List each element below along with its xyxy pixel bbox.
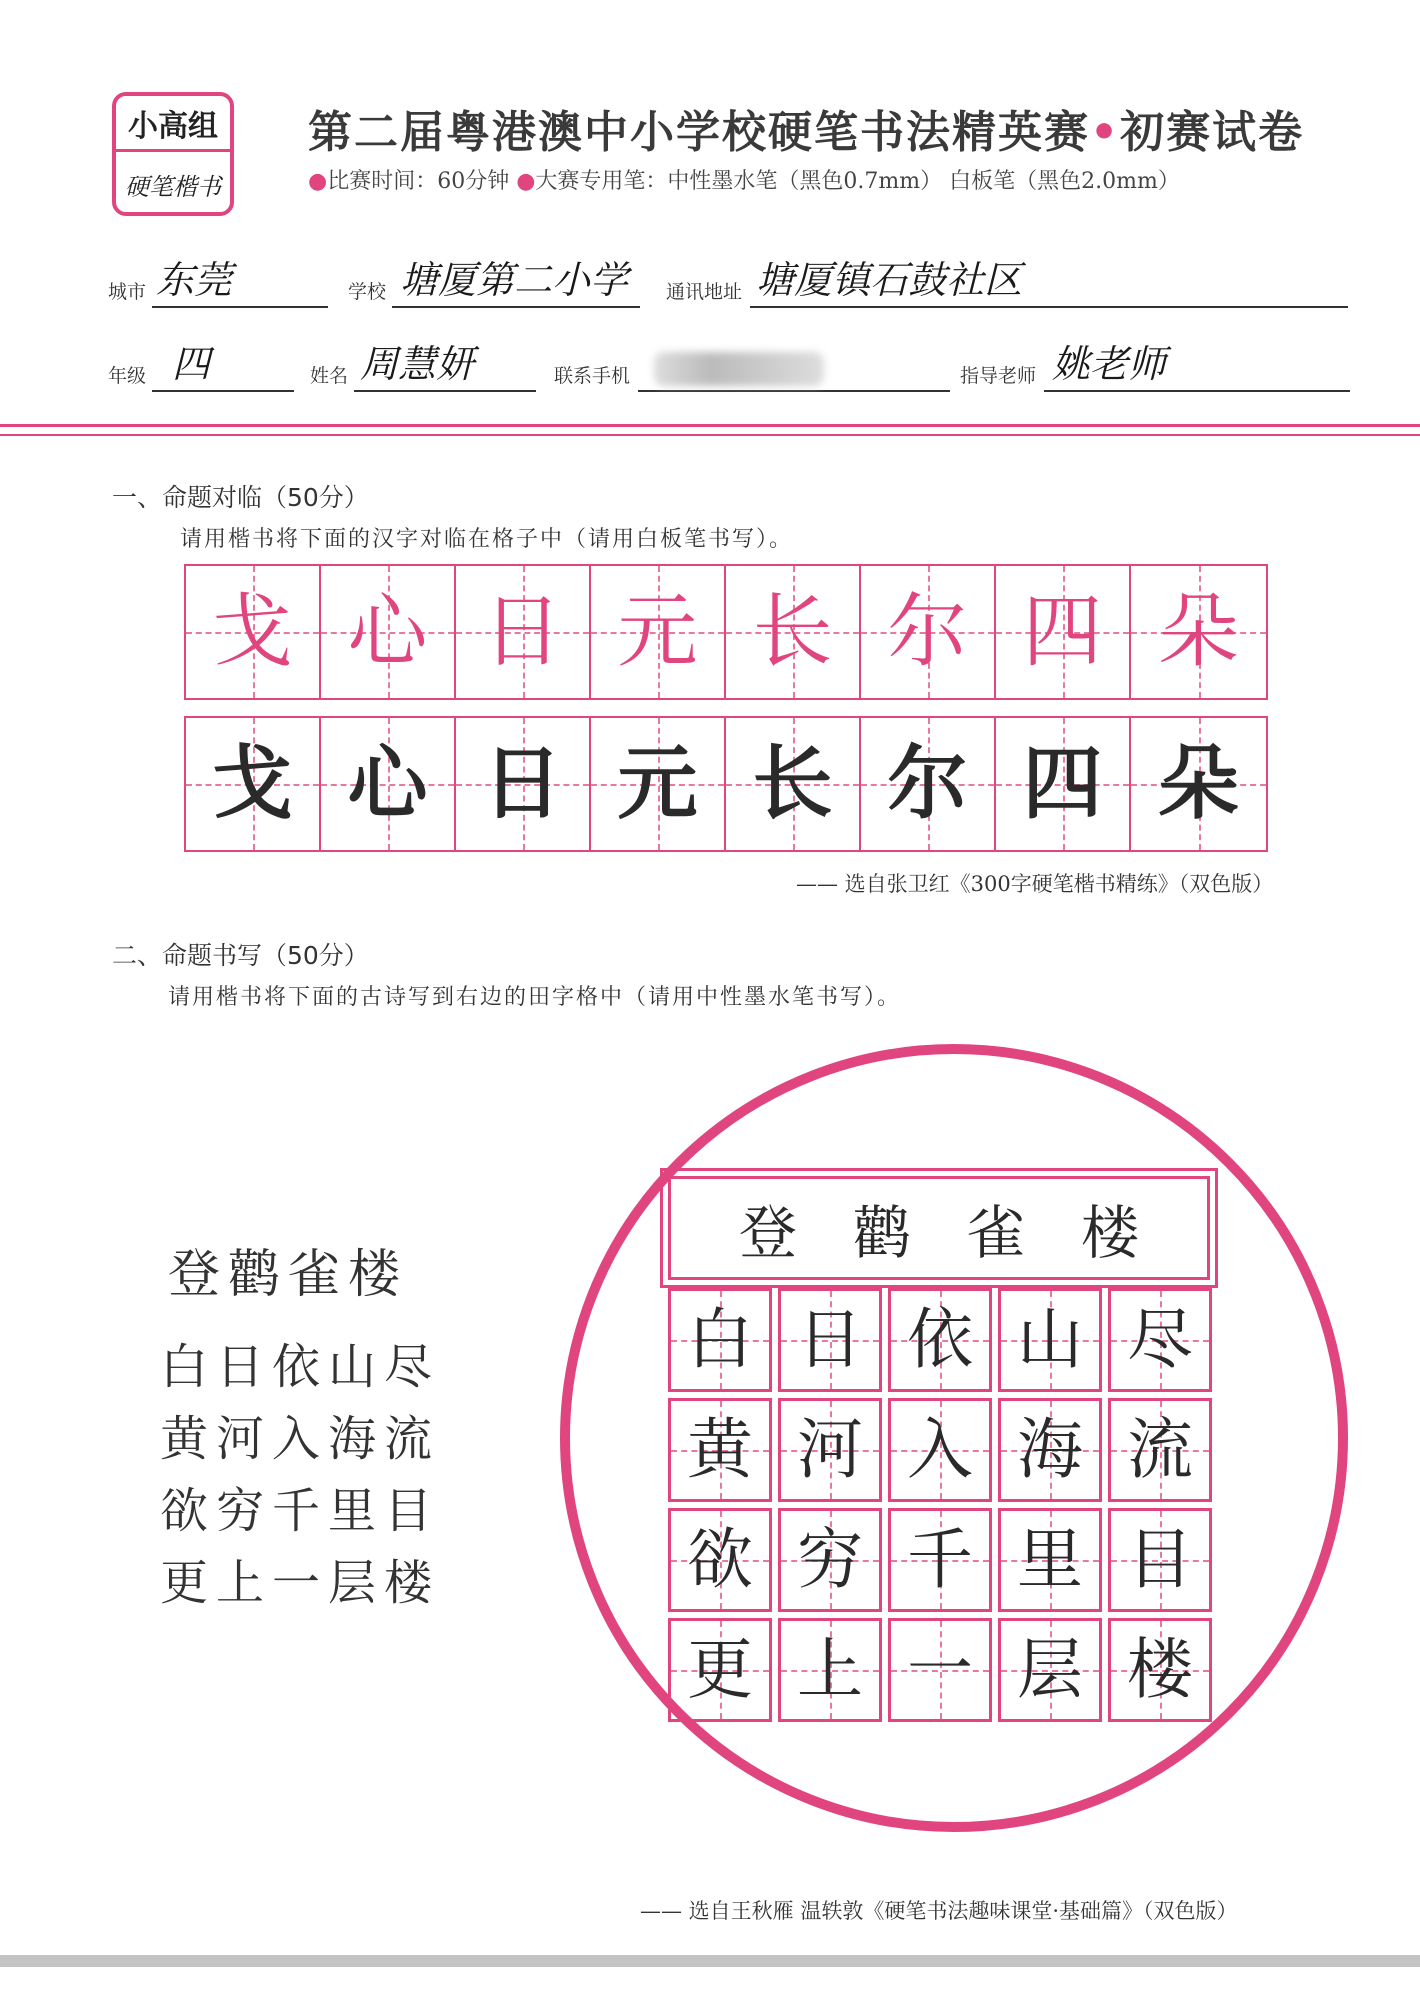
info-bullet-icon: ● [516,169,536,194]
written-char: 目 [1127,1521,1193,1598]
address-label: 通讯地址 [666,281,743,303]
tian-grid-cell [778,1398,882,1502]
tian-grid-cell [998,1508,1102,1612]
written-char: 白 [687,1301,753,1378]
teacher-label: 指导老师 [960,365,1037,387]
school-field[interactable] [348,258,640,308]
tian-grid-cell [998,1618,1102,1722]
grid-cell [996,718,1131,850]
poem-line: 白日依山尽 [160,1339,441,1395]
grid-char: 四 [1022,585,1103,678]
header-divider-thin [0,434,1420,436]
written-char: 山 [1017,1301,1083,1378]
grid-char: 尔 [887,737,968,830]
name-label: 姓名 [310,365,349,387]
written-char: 河 [797,1411,863,1488]
address-value: 塘厦镇石鼓社区 [756,258,1023,302]
poem-line: 更上一层楼 [160,1555,441,1611]
exam-title [308,96,1338,160]
grid-cell [591,566,726,698]
footer-bar [0,1955,1420,1967]
tian-grid-cell [778,1288,882,1392]
poem-line: 黄河入海流 [160,1411,441,1467]
name-field[interactable] [310,342,536,392]
poem-reference [160,1232,440,1619]
written-char: 入 [907,1411,973,1488]
tian-grid-cell [668,1288,772,1392]
written-char: 穷 [797,1521,863,1598]
header-divider [0,424,1420,427]
teacher-field[interactable] [960,342,1350,392]
grid-char: 尔 [887,585,968,678]
grid-char: 心 [347,737,428,830]
tian-grid-cell [888,1618,992,1722]
written-poem-row [668,1288,1212,1392]
section1-title: 一、命题对临（50分） [112,483,369,512]
tian-grid-cell [888,1508,992,1612]
phone-label: 联系手机 [554,365,631,387]
written-title-box [668,1176,1210,1280]
written-poem-row [668,1398,1212,1502]
copy-char-row [184,716,1268,852]
written-char: 层 [1017,1631,1083,1708]
grid-cell [321,566,456,698]
grid-cell [321,718,456,850]
tian-grid-cell [778,1508,882,1612]
written-char: 里 [1017,1521,1083,1598]
written-title-char: 楼 [1080,1199,1139,1267]
city-label: 城市 [108,281,147,303]
grid-char: 朵 [1158,585,1239,678]
section2-source: —— 选自王秋雁 温轶敦《硬笔书法趣味课堂·基础篇》（双色版） [640,1899,1238,1923]
info-bullet-icon: ● [308,169,328,194]
grid-char: 戈 [212,585,293,678]
written-title-char: 鹳 [852,1199,911,1267]
exam-info [308,164,1348,195]
grid-cell [1131,718,1266,850]
info-pen: 大赛专用笔：中性墨水笔（黑色0.7mm） 白板笔（黑色2.0mm） [535,169,1180,194]
grid-char: 四 [1022,737,1103,830]
grid-char: 长 [752,585,833,678]
group-badge [112,92,234,216]
grid-cell [186,566,321,698]
grid-char: 朵 [1158,737,1239,830]
written-char: 更 [687,1631,753,1708]
grid-cell [186,718,321,850]
school-value: 塘厦第二小学 [400,258,629,302]
tian-grid-cell [778,1618,882,1722]
tian-grid-cell [1108,1288,1212,1392]
grid-cell [726,718,861,850]
written-poem-grid [668,1288,1212,1728]
poem-line: 欲穷千里目 [160,1483,441,1539]
written-title-char: 登 [738,1199,797,1267]
grid-char: 日 [482,585,563,678]
teacher-value: 姚老师 [1052,342,1167,386]
badge-group-label: 小高组 [116,96,230,152]
written-char: 楼 [1127,1631,1193,1708]
written-char: 黄 [687,1411,753,1488]
section1-source: —— 选自张卫红《300字硬笔楷书精练》（双色版） [796,872,1274,896]
grid-cell [861,566,996,698]
written-char: 尽 [1127,1301,1193,1378]
tian-grid-cell [1108,1508,1212,1612]
written-char: 上 [797,1631,863,1708]
tian-grid-cell [668,1508,772,1612]
phone-field[interactable] [554,342,950,392]
address-field[interactable] [666,258,1348,308]
title-main: 第二届粤港澳中小学校硬笔书法精英赛 [308,107,1090,158]
grid-cell [591,718,726,850]
grid-char: 元 [617,585,698,678]
grid-cell [996,566,1131,698]
grade-value: 四 [172,342,211,386]
written-char: 欲 [687,1521,753,1598]
written-char: 日 [797,1301,863,1378]
written-char: 一 [907,1631,973,1708]
tian-grid-cell [668,1618,772,1722]
title-dot: • [1090,107,1121,158]
grid-char: 心 [347,585,428,678]
grid-char: 戈 [212,737,293,830]
tian-grid-cell [668,1398,772,1502]
grid-char: 日 [482,737,563,830]
section2-desc: 请用楷书将下面的古诗写到右边的田字格中（请用中性墨水笔书写）。 [168,985,902,1010]
tian-grid-cell [998,1288,1102,1392]
tian-grid-cell [1108,1618,1212,1722]
poem-title: 登鹳雀楼 [168,1245,409,1305]
grade-field[interactable] [108,342,294,392]
grid-char: 长 [752,737,833,830]
written-poem-row [668,1508,1212,1612]
name-value: 周慧妍 [360,342,475,386]
tian-grid-cell [1108,1398,1212,1502]
written-char: 依 [907,1301,973,1378]
title-suffix: 初赛试卷 [1120,107,1305,158]
tian-grid-cell [888,1398,992,1502]
city-value: 东莞 [156,258,233,302]
written-poem-row [668,1618,1212,1722]
school-label: 学校 [348,281,387,303]
written-char: 流 [1127,1411,1193,1488]
grid-cell [861,718,996,850]
grid-cell [456,566,591,698]
section2-title: 二、命题书写（50分） [112,941,369,970]
tian-grid-cell [998,1398,1102,1502]
grid-cell [456,718,591,850]
tian-grid-cell [888,1288,992,1392]
city-field[interactable] [108,258,328,308]
section1-desc: 请用楷书将下面的汉字对临在格子中（请用白板笔书写）。 [180,527,794,552]
grid-cell [1131,566,1266,698]
badge-category-label: 硬笔楷书 [125,172,221,201]
written-title-char: 雀 [966,1199,1025,1267]
grid-char: 元 [617,737,698,830]
model-char-row [184,564,1268,700]
redacted-phone [654,352,824,386]
written-char: 海 [1017,1411,1083,1488]
grid-cell [726,566,861,698]
grade-label: 年级 [108,365,147,387]
written-char: 千 [907,1521,973,1598]
info-time: 比赛时间：60分钟 [327,169,510,194]
